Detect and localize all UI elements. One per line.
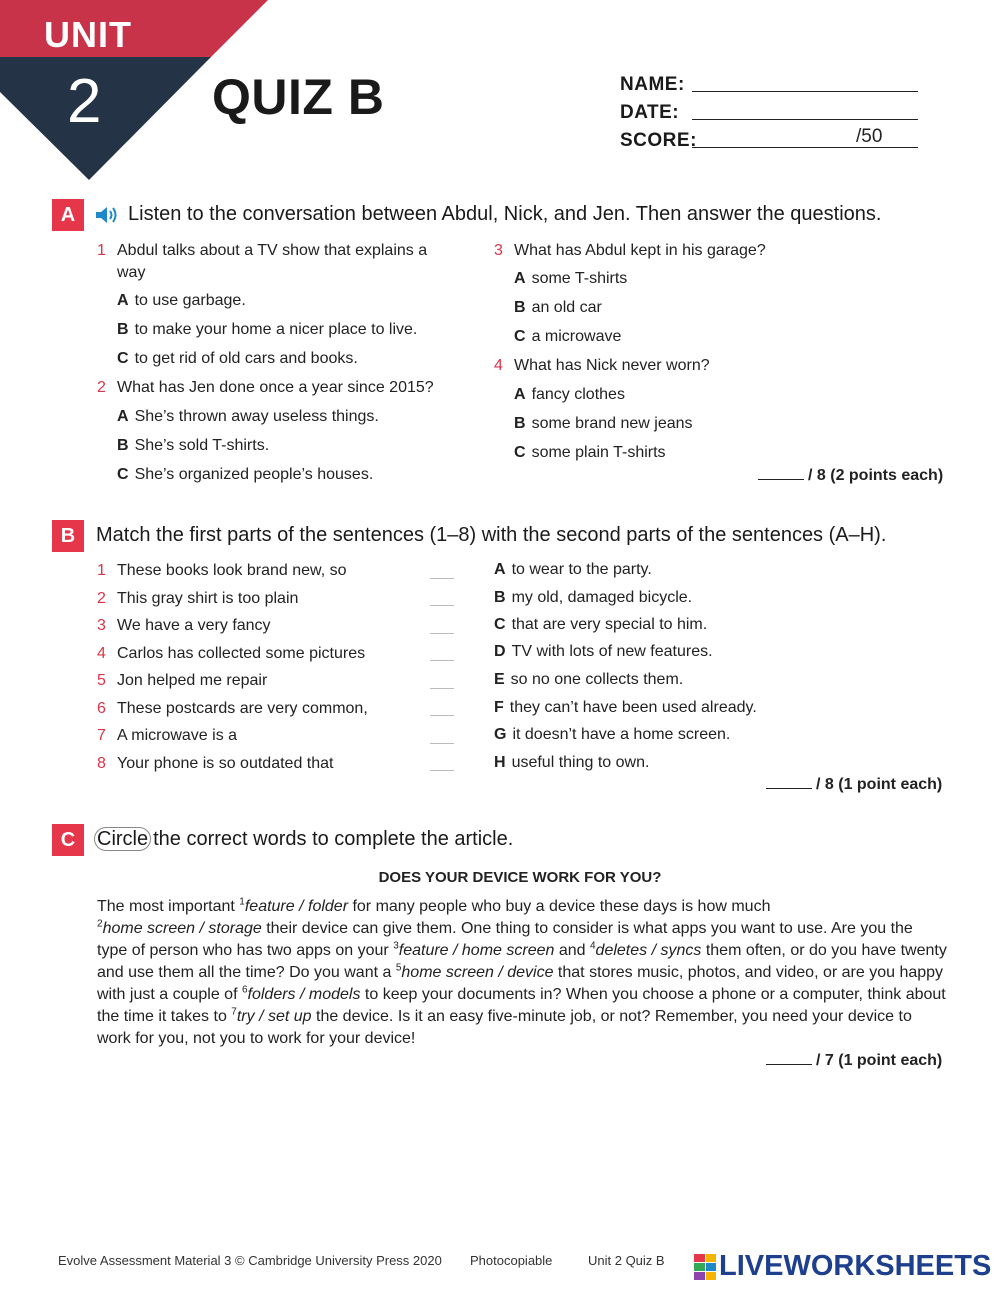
q2-option-a[interactable]: A She’s thrown away useless things. [117,408,379,425]
choice-2[interactable]: home screen / storage [102,920,262,937]
student-info-fields [620,68,883,152]
section-a-score: / 8 (2 points each) [758,467,943,485]
match-left-8: 8 Your phone is so outdated that [97,755,334,772]
question-3: 3 What has Abdul kept in his garage? [494,242,766,259]
match-answer-blank-1[interactable] [430,578,454,579]
name-label: NAME: [620,74,685,95]
q3-option-b[interactable]: B an old car [514,299,602,316]
question-1-cont: way [117,264,146,281]
question-4: 4 What has Nick never worn? [494,357,710,374]
speaker-icon[interactable] [95,205,119,225]
match-right-f: F they can’t have been used already. [494,699,757,716]
section-a-score-blank [758,479,804,480]
match-right-g: G it doesn’t have a home screen. [494,726,731,743]
q2-option-c[interactable]: C She’s organized people’s houses. [117,466,374,483]
q1-option-b[interactable]: B to make your home a nicer place to live. [117,321,418,338]
match-answer-blank-6[interactable] [430,715,454,716]
unit-banner-red [0,0,268,58]
match-right-e: E so no one collects them. [494,671,684,688]
match-answer-blank-7[interactable] [430,743,454,744]
article-title: DOES YOUR DEVICE WORK FOR YOU? [378,869,662,886]
choice-3[interactable]: feature / home screen [398,942,555,959]
date-label: DATE: [620,102,680,123]
question-2: 2 What has Jen done once a year since 2015? [97,379,434,396]
match-answer-blank-5[interactable] [430,688,454,689]
match-left-7: 7 A microwave is a [97,727,238,744]
match-left-1: 1 These books look brand new, so [97,562,347,579]
name-field[interactable] [620,68,692,96]
choice-7[interactable]: try / set up [236,1008,312,1025]
section-c-score-blank [766,1064,812,1065]
q4-option-b[interactable]: B some brand new jeans [514,415,693,432]
match-left-6: 6 These postcards are very common, [97,700,368,717]
choice-4[interactable]: deletes / syncs [595,942,702,959]
match-answer-blank-4[interactable] [430,660,454,661]
unit-label: UNIT [44,14,132,55]
section-b-badge: B [52,520,84,552]
section-b-score: / 8 (1 point each) [766,776,942,794]
match-answer-blank-8[interactable] [430,770,454,771]
match-right-d: D TV with lots of new features. [494,643,713,660]
match-left-3: 3 We have a very fancy [97,617,271,634]
match-left-5: 5 Jon helped me repair [97,672,268,689]
section-c-instruction: Circle the correct words to complete the article. [94,827,513,851]
section-a-instruction: Listen to the conversation between Abdul, Nick, and Jen. Then answer the questions. [128,203,882,225]
q2-option-b[interactable]: B She’s sold T-shirts. [117,437,270,454]
match-left-2: 2 This gray shirt is too plain [97,590,299,607]
question-1: 1 Abdul talks about a TV show that explains a [97,242,428,259]
match-right-a: A to wear to the party. [494,561,652,578]
choice-6[interactable]: folders / models [247,986,361,1003]
liveworksheets-logo[interactable] [694,1250,991,1283]
liveworksheets-logo-icon [694,1254,716,1280]
section-c-score: / 7 (1 point each) [766,1052,942,1070]
footer-unit-label: Unit 2 Quiz B [588,1253,665,1268]
footer-copyright: Evolve Assessment Material 3 © Cambridge University Press 2020 [58,1253,442,1268]
match-answer-blank-3[interactable] [430,633,454,634]
name-line[interactable] [692,91,918,92]
date-field[interactable] [620,96,692,124]
section-b-score-blank [766,788,812,789]
section-c-badge: C [52,824,84,856]
score-field [620,124,883,152]
footer-photocopiable: Photocopiable [470,1253,553,1268]
match-right-b: B my old, damaged bicycle. [494,589,693,606]
q3-option-c[interactable]: C a microwave [514,328,622,345]
q4-option-a[interactable]: A fancy clothes [514,386,625,403]
date-line[interactable] [692,119,918,120]
score-label: SCORE: [620,130,697,151]
section-a-badge: A [52,199,84,231]
q1-option-c[interactable]: C to get rid of old cars and books. [117,350,358,367]
score-line [692,147,918,148]
unit-banner-navy [0,57,212,181]
match-right-c: C that are very special to him. [494,616,708,633]
circle-word: Circle [94,827,151,851]
match-right-h: H useful thing to own. [494,754,650,771]
choice-1[interactable]: feature / folder [244,898,349,915]
unit-number: 2 [67,67,102,136]
section-b-instruction: Match the first parts of the sentences (1–8) with the second parts of the sentences (A–H). [96,524,887,546]
liveworksheets-brand: LIVEWORKSHEETS [719,1250,992,1282]
article-body: The most important $^1$feature / folder for many people who buy a device these days is how much $^2$home screen / storage their device can give them. One thing to consider is what apps you want to use. Are you the type of person who has two apps on your $^3$feature / home screen and $^4$deletes / syncs them often, or do you have twenty and use them all the time? Do you want a $^5$home screen / device that stores music, photos, and video, or are you happy with just a couple of $^6$folders / models to keep your documents in? When you choose a phone or a computer, think about the time it takes to $^7$try / set up the device. Is it an easy five-minute job, or not? Remember, you need your device to work for you, not you to work for your device! [97,896,947,1047]
q3-option-a[interactable]: A some T-shirts [514,270,628,287]
choice-5[interactable]: home screen / device [401,964,554,981]
score-total: /50 [856,126,883,147]
quiz-title: QUIZ B [212,69,385,125]
match-left-4: 4 Carlos has collected some pictures [97,645,366,662]
match-answer-blank-2[interactable] [430,605,454,606]
q4-option-c[interactable]: C some plain T-shirts [514,444,666,461]
q1-option-a[interactable]: A to use garbage. [117,292,246,309]
